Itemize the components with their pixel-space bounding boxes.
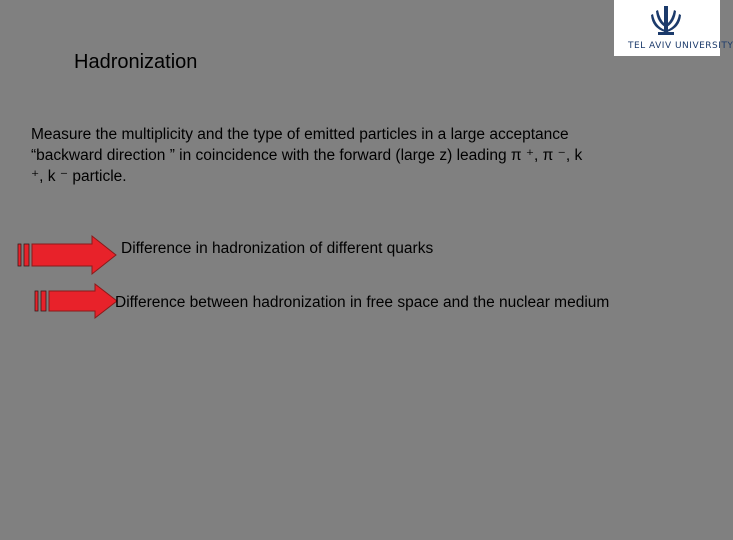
logo-text: TEL AVIV UNIVERSITY <box>628 41 733 51</box>
slide-title: Hadronization <box>74 51 198 73</box>
red-arrow-icon <box>35 283 119 319</box>
bullet-text-1: Difference in hadronization of different quarks <box>121 240 434 257</box>
red-arrow-icon <box>18 235 118 275</box>
bullet-text-2: Difference between hadronization in free space and the nuclear medium <box>115 294 610 311</box>
body-paragraph: Measure the multiplicity and the type of emitted particles in a large acceptance “backward direction ” in coincidence with the forward (large z) leading π ⁺, π ⁻, k ⁺, k ⁻ particle. <box>31 126 583 185</box>
university-logo <box>614 0 733 56</box>
